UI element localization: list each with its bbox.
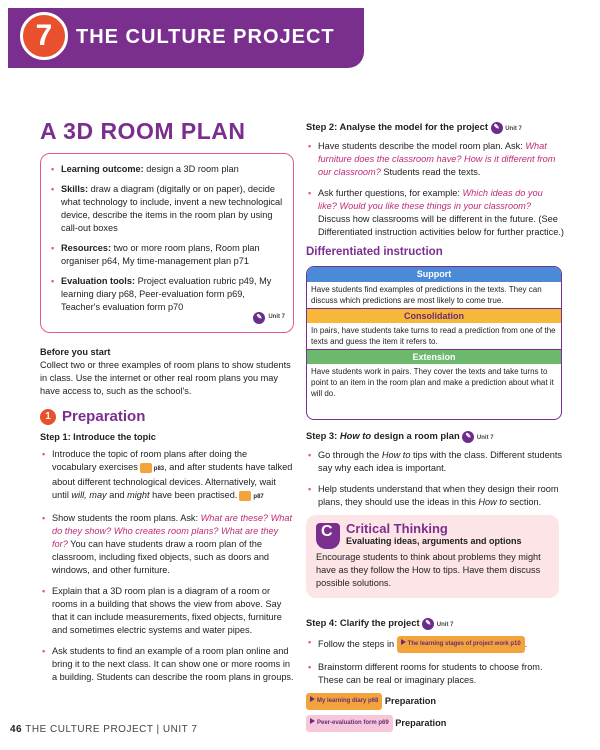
unit-tag-icon[interactable]: ✎	[422, 618, 434, 630]
arrow-icon	[310, 696, 315, 702]
support-header: Support	[307, 267, 561, 282]
outcome-item: • Learning outcome: design a 3D room plan	[51, 163, 283, 176]
step1-heading: Step 1: Introduce the topic	[40, 432, 156, 442]
step4-heading: Step 4: Clarify the project ✎ Unit 7	[306, 617, 454, 628]
page-footer: 46 THE CULTURE PROJECT | UNIT 7	[10, 724, 198, 735]
list-item: • Show students the room plans. Ask: What are these? What do they show? Who creates room plans? What are they for? You can have students draw a room plan of the classroom, including fixed objects, such as doors and windows, and other furniture.	[40, 512, 294, 577]
learning-stages-link[interactable]: The learning stages of project work p10	[397, 636, 525, 653]
step3-heading: Step 3: How to design a room plan ✎ Unit 7	[306, 430, 494, 441]
resource-row: My learning diary p68 Preparation	[306, 693, 564, 710]
consolidation-header: Consolidation	[307, 308, 561, 323]
step2-heading: Step 2: Analyse the model for the project ✎ Unit 7	[306, 121, 522, 132]
chapter-number-badge: 7	[20, 12, 68, 60]
list-item: • Introduce the topic of room plans after doing the vocabulary exercises p83, and after students have talked about different technological devices. Alternatively, wait until will, may and might have been practised. p87	[40, 448, 294, 504]
list-item: • Brainstorm different rooms for students to choose from. These can be real or imaginary places.	[306, 661, 564, 687]
differentiated-heading: Differentiated instruction	[306, 246, 443, 258]
preparation-number: 1	[40, 409, 56, 425]
chapter-title: THE CULTURE PROJECT	[76, 26, 335, 48]
resources-item: • Resources: two or more room plans, Room plan organiser p64, My time-management plan p71	[51, 242, 283, 268]
critical-thinking-text: Encourage students to think about problems they might have as they follow the How to tips. Have them discuss possible solutions.	[316, 552, 541, 588]
preparation-heading: 1 Preparation	[40, 408, 145, 425]
list-item: • Follow the steps in The learning stages of project work p10 .	[306, 636, 564, 653]
learning-outcome-box	[40, 153, 294, 333]
critical-thinking-box: C Critical Thinking Evaluating ideas, arguments and options Encourage students to think about problems they might have as they follow the How to tips. Have them discuss possible solutions.	[306, 515, 559, 598]
unit-tag-icon[interactable]: ✎	[491, 122, 503, 134]
page-number: 46	[10, 724, 23, 735]
step1-section	[40, 431, 294, 692]
consolidation-text: In pairs, have students take turns to read a prediction from one of the texts and guess the item it refers to.	[311, 326, 556, 346]
book-icon[interactable]	[140, 463, 152, 473]
step2-section	[306, 120, 564, 247]
list-item: • Ask students to find an example of a room plan online and bring it to the next class. It can show one or more rooms in a building. Students can describe the room plans in groups.	[40, 645, 294, 684]
step3-section	[306, 429, 564, 517]
unit-tag-icon[interactable]: ✎	[462, 431, 474, 443]
list-item: • Explain that a 3D room plan is a diagram of a room or rooms in a building that shows the view from above. Say that it can include measurements, fixed objects, furniture and sometimes electric systems and water pipes.	[40, 585, 294, 637]
extension-header: Extension	[307, 349, 561, 364]
list-item: • Go through the How to tips with the class. Different students say why each idea is important.	[306, 449, 564, 475]
before-you-start: Before you start Collect two or three examples of room plans to show students in class. Use the internet or other real room plans you may have access to, such as the school's.	[40, 347, 291, 396]
page-title: A 3D ROOM PLAN	[40, 118, 246, 144]
unit-tag-icon: ✎	[253, 312, 265, 324]
arrow-icon	[310, 718, 315, 724]
peer-evaluation-link[interactable]: Peer-evaluation form p69	[306, 715, 393, 732]
learning-diary-link[interactable]: My learning diary p68	[306, 693, 382, 710]
skills-item: • Skills: draw a diagram (digitally or on paper), decide what technology to include, invent a new technological device, describe the items in the room plan by using call-out boxes	[51, 183, 283, 235]
differentiated-table	[306, 266, 562, 420]
arrow-icon	[401, 639, 406, 645]
step4-section	[306, 616, 564, 732]
critical-thinking-icon	[316, 523, 340, 549]
support-text: Have students find examples of predictions in the texts. They can discuss which predictions are most likely to come true.	[311, 285, 542, 305]
extension-text: Have students work in pairs. They cover the texts and take turns to point to an item in the room plan and make a prediction about what it will do.	[311, 367, 554, 398]
unit-link[interactable]: ✎ Unit 7	[253, 311, 285, 324]
evaluation-tools-item: • Evaluation tools: Project evaluation rubric p49, My learning diary p68, Peer-evaluation form p69, Teacher's evaluation form p70	[51, 275, 283, 314]
list-item: • Help students understand that when they design their room plans, they should use the ideas in this How to section.	[306, 483, 564, 509]
book-icon[interactable]	[239, 491, 251, 501]
resource-row: Peer-evaluation form p69 Preparation	[306, 715, 564, 732]
list-item: • Ask further questions, for example: Which ideas do you like? Would you like these things in your classroom? Discuss how classrooms will be different in the future. (See Differentiated instruction activities below for further practice.)	[306, 187, 564, 239]
list-item: • Have students describe the model room plan. Ask: What furniture does the classroom have? How is it different from our classroom? Students read the texts.	[306, 140, 564, 179]
